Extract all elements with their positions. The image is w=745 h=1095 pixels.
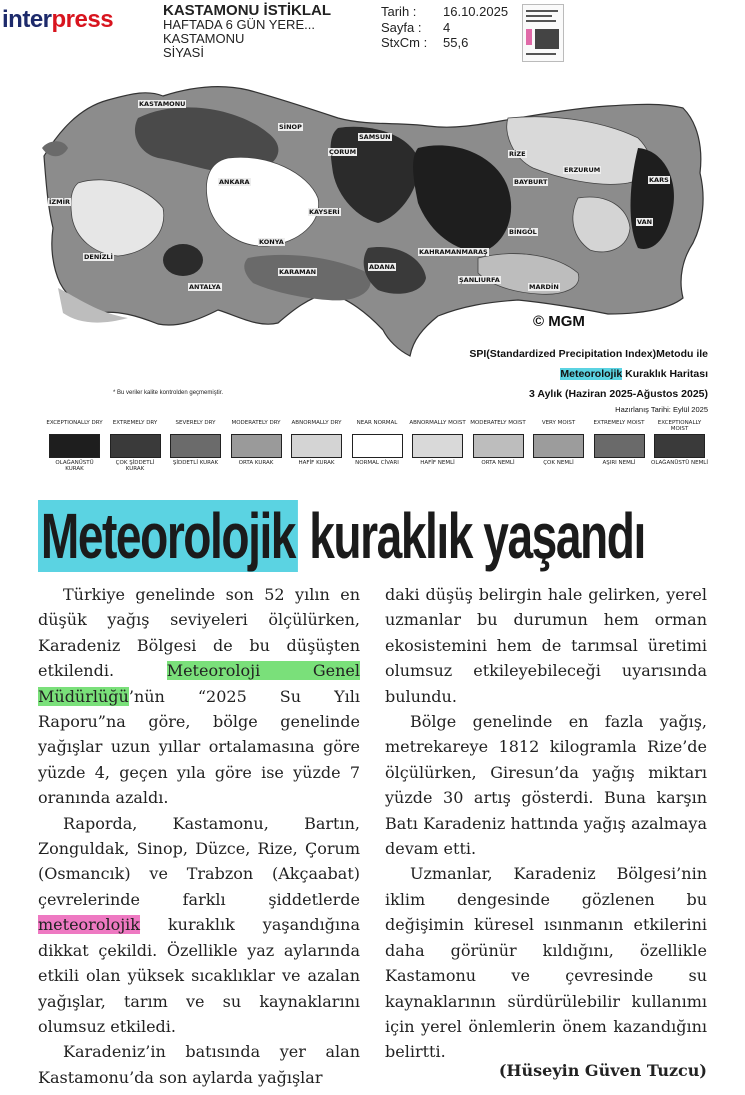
map-prepared-date: Hazırlanış Tarihi: Eylül 2025	[615, 405, 708, 414]
legend-label-en: SEVERELY DRY	[175, 420, 216, 426]
meta-row-page: Sayfa : 4	[381, 19, 451, 35]
city-label: KONYA	[259, 238, 284, 246]
legend-label-tr: AŞIRI NEMLİ	[602, 460, 636, 466]
legend-swatch	[352, 434, 403, 458]
legend-swatch	[291, 434, 342, 458]
legend-item	[46, 420, 103, 472]
article-headline: Meteorolojik kuraklık yaşandı	[38, 500, 645, 572]
map-title-highlight: Meteorolojik	[560, 368, 623, 380]
map-note: * Bu veriler kalite kontrolden geçmemiştir.	[113, 390, 224, 396]
page-thumbnail[interactable]	[522, 4, 564, 62]
article-column-left	[38, 582, 360, 1090]
legend-swatch	[412, 434, 463, 458]
legend-label-tr: ORTA KURAK	[238, 460, 274, 466]
legend-swatch	[594, 434, 645, 458]
meta-row-stxcm: StxCm : 55,6	[381, 35, 469, 50]
publication-frequency: HAFTADA 6 GÜN YERE...	[163, 17, 315, 32]
legend-label-en: NEAR NORMAL	[356, 420, 398, 426]
legend-item	[651, 420, 708, 466]
city-label: ŞANLIURFA	[459, 276, 500, 284]
city-label: ADANA	[369, 263, 395, 271]
legend-label-en: VERY MOIST	[541, 420, 576, 426]
legend-label-tr: OLAĞANÜSTÜ KURAK	[55, 460, 94, 472]
article-paragraph: Türkiye genelinde son 52 yılın en düşük yağış seviyeleri ölçülürken, Karadeniz Bölgesi de bu düşüşten etkilendi. Meteoroloji Genel Müdürlüğü’nün “2025 Su Yılı Raporu”na göre, bölge genelinde yağışlar uzun yıllar ortalamasına göre yüzde 4, geçen yıla göre ise yüzde 7 oranında azaldı.	[38, 585, 360, 808]
article-paragraph: Uzmanlar, Karadeniz Bölgesi’nin iklim dengesinde gözlenen bu değişimin küresel ısınmanın etkilerini daha görünür kıldığını, özellikle Kastamonu ve çevresinde su kaynaklarının sürdürülebilir kullanımı için yerel önlemlerin önem kazandığını belirtti.	[385, 864, 707, 1062]
city-label: RİZE	[509, 150, 526, 158]
city-label: KAHRAMANMARAŞ	[419, 248, 488, 256]
city-label: BAYBURT	[514, 178, 548, 186]
legend-label-tr: HAFİF NEMLİ	[420, 460, 455, 466]
map-title: SPI(Standardized Precipitation Index)Metodu ile Meteorolojik Kuraklık Haritası 3 Aylık (Haziran 2025-Ağustos 2025) Hazırlanış Tarihi: Eylül 2025	[416, 344, 708, 416]
city-label: KASTAMONU	[139, 100, 186, 108]
legend-swatch	[473, 434, 524, 458]
legend-swatch	[170, 434, 221, 458]
interpress-logo: interpress	[2, 6, 114, 33]
legend-label-en: ABNORMALLY DRY	[291, 420, 342, 426]
legend-label-en: EXCEPTIONALLY DRY	[46, 420, 103, 426]
legend-label-tr: HAFİF KURAK	[298, 460, 335, 466]
city-label: ANKARA	[219, 178, 250, 186]
legend-swatch	[231, 434, 282, 458]
legend-label-tr: ÇOK ŞİDDETLİ KURAK	[115, 460, 155, 472]
legend-label-tr: ÇOK NEMLİ	[543, 460, 574, 466]
highlight-mgm: Meteoroloji Genel Müdürlüğü	[38, 661, 360, 706]
publication-category: SİYASİ	[163, 45, 204, 60]
article-paragraph: Raporda, Kastamonu, Bartın, Zonguldak, Sinop, Düzce, Rize, Çorum (Osmancık) ve Trabzon (Akçaabat) çevrelerinde farklı şiddetlerde meteorolojik kuraklık yaşandığına dikkat çekildi. Özellikle yaz aylarında etkili olan yüksek sıcaklıklar ve azalan yağışlar, tarım ve su kaynaklarını olumsuz etkiledi.	[38, 813, 360, 1036]
city-label: DENİZLİ	[84, 253, 113, 261]
city-label: KARAMAN	[279, 268, 317, 276]
publication-name: KASTAMONU İSTİKLAL	[163, 2, 332, 19]
clip-meta	[381, 4, 508, 51]
map-legend	[46, 420, 710, 482]
legend-label-en: ABNORMALLY MOIST	[409, 420, 466, 426]
legend-item	[228, 420, 285, 466]
city-label: ANTALYA	[189, 283, 221, 291]
drought-map	[38, 78, 710, 483]
legend-swatch	[49, 434, 100, 458]
legend-item	[530, 420, 587, 466]
city-label: ÇORUM	[329, 148, 357, 156]
legend-swatch	[110, 434, 161, 458]
map-copyright: © MGM	[533, 313, 585, 330]
legend-label-tr: OLAĞANÜSTÜ NEMLİ	[651, 460, 708, 466]
legend-label-tr: NORMAL CİVARI	[355, 460, 399, 466]
publication-city: KASTAMONU	[163, 31, 245, 46]
legend-swatch	[654, 434, 705, 458]
legend-swatch	[533, 434, 584, 458]
legend-label-tr: ORTA NEMLİ	[481, 460, 515, 466]
article-paragraph: daki düşüş belirgin hale gelirken, yerel uzmanlar bu durumun hem orman ekosistemini hem de tarımsal üretimi olumsuz etkileyebileceği uyarısında bulundu.	[385, 585, 707, 706]
city-label: KARS	[649, 176, 669, 184]
city-label: ERZURUM	[564, 166, 601, 174]
legend-label-tr: ŞİDDETLİ KURAK	[172, 460, 219, 466]
meta-row-date: Tarih : 16.10.2025	[381, 4, 509, 19]
city-label: BİNGÖL	[509, 228, 537, 236]
highlight-meteorolojik: meteorolojik	[38, 915, 140, 935]
legend-item	[167, 420, 224, 466]
article-paragraph: Karadeniz’in batısında yer alan Kastamonu’da son aylarda yağışlar	[38, 1042, 360, 1087]
city-label: MARDİN	[529, 283, 559, 291]
legend-item	[591, 420, 648, 466]
city-label: VAN	[637, 218, 653, 226]
article-byline: (Hüseyin Güven Tuzcu)	[498, 1061, 707, 1080]
legend-label-en: EXTREMELY DRY	[112, 420, 158, 426]
legend-label-en: EXTREMELY MOIST	[593, 420, 645, 426]
city-label: İZMİR	[49, 198, 71, 206]
article-column-right	[385, 582, 707, 1065]
legend-item	[409, 420, 466, 466]
publication-info	[163, 4, 331, 60]
article-paragraph: Bölge genelinde en fazla yağış, metrekareye 1812 kilogramla Rize’de ölçülürken, Giresun’da yağış miktarı yüzde 30 artış gösterdi. Buna karşın Batı Karadeniz hattında yağış azalmaya devam etti.	[385, 712, 707, 859]
legend-item	[107, 420, 164, 472]
city-label: KAYSERİ	[309, 208, 340, 216]
turkey-map-graphic	[38, 78, 710, 378]
legend-item	[288, 420, 345, 466]
legend-label-en: MODERATELY MOIST	[470, 420, 526, 426]
legend-label-en: MODERATELY DRY	[231, 420, 281, 426]
city-label: SAMSUN	[359, 133, 391, 141]
headline-highlight: Meteorolojik	[38, 500, 298, 572]
city-label: SİNOP	[279, 123, 302, 131]
legend-item	[470, 420, 527, 466]
legend-label-en: EXCEPTIONALLY MOIST	[657, 420, 702, 432]
legend-item	[349, 420, 406, 466]
